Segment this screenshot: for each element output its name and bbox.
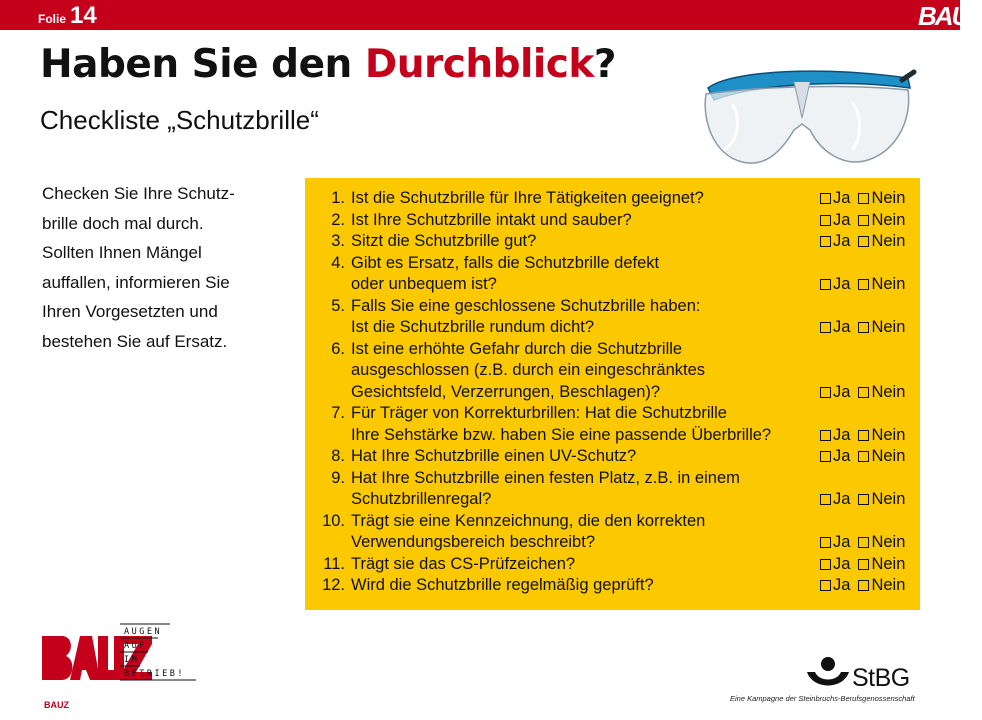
yes-label: Ja <box>833 232 851 250</box>
yes-label: Ja <box>833 533 851 551</box>
stbg-logo-text: StBG <box>852 664 910 692</box>
slide-number-value: 14 <box>70 2 97 29</box>
checkbox-no[interactable] <box>858 236 869 247</box>
checklist-item-text: Für Träger von Korrekturbrillen: Hat die Schutzbrille <box>351 404 727 422</box>
checklist-item-number: 2. <box>331 210 345 229</box>
checkbox-no[interactable] <box>858 193 869 204</box>
slide-label: Folie <box>38 12 67 26</box>
yes-label: Ja <box>833 425 851 444</box>
checklist-item-text: Verwendungsbereich beschreibt? <box>351 533 595 551</box>
yes-label: Ja <box>833 447 851 465</box>
checkbox-yes[interactable] <box>820 215 831 226</box>
checklist-item-text: oder unbequem ist? <box>351 275 497 293</box>
no-label: Nein <box>871 189 906 207</box>
checklist-options <box>820 317 905 338</box>
intro-line: bestehen Sie auf Ersatz. <box>42 331 228 351</box>
title-part2: ? <box>593 42 616 87</box>
checklist-item-text: Schutzbrillenregal? <box>351 490 492 508</box>
stbg-emblem-icon <box>805 656 851 696</box>
checkbox-no[interactable] <box>858 559 869 570</box>
no-label: Nein <box>871 232 906 250</box>
checkbox-no[interactable] <box>858 387 869 398</box>
no-label: Nein <box>871 382 906 401</box>
yes-label: Ja <box>833 275 851 293</box>
checkbox-yes[interactable] <box>820 387 831 398</box>
checklist-item-text: Trägt sie eine Kennzeichnung, die den korrekten <box>351 511 706 530</box>
page-subtitle: Checkliste „Schutzbrille“ <box>40 105 319 135</box>
intro-line: Ihren Vorgesetzten und <box>42 302 218 321</box>
checklist-item-number: 11. <box>323 554 345 573</box>
checklist-item-text: Sitzt die Schutzbrille gut? <box>351 232 537 250</box>
no-label: Nein <box>871 425 906 444</box>
checklist-item-number: 3. <box>331 232 345 250</box>
no-label: Nein <box>871 576 906 594</box>
no-label: Nein <box>871 210 906 229</box>
yes-label: Ja <box>833 318 851 336</box>
intro-line: auffallen, informieren Sie <box>42 272 230 292</box>
yes-label: Ja <box>833 382 851 401</box>
checklist-item-number: 8. <box>331 447 345 465</box>
safety-glasses-image <box>702 58 916 178</box>
bauz-logo-text: BAUZ <box>44 700 69 710</box>
campaign-text: Eine Kampagne der Steinbruchs-Berufsgenossenschaft <box>730 694 915 703</box>
header-bar <box>0 0 982 31</box>
checkbox-yes[interactable] <box>820 430 831 441</box>
checkbox-no[interactable] <box>858 215 869 226</box>
yes-label: Ja <box>833 210 851 229</box>
checkbox-no[interactable] <box>858 279 869 290</box>
yes-label: Ja <box>833 189 851 207</box>
checkbox-yes[interactable] <box>820 193 831 204</box>
no-label: Nein <box>871 554 906 573</box>
checklist-item-text: Wird die Schutzbrille regelmäßig geprüft? <box>351 576 654 594</box>
yes-label: Ja <box>833 490 851 508</box>
checklist-item-number: 4. <box>331 253 345 272</box>
checkbox-no[interactable] <box>858 322 869 333</box>
checkbox-no[interactable] <box>858 451 869 462</box>
bauz-logo <box>40 622 200 712</box>
checkbox-no[interactable] <box>858 430 869 441</box>
checklist-item-text: Trägt sie das CS-Prüfzeichen? <box>351 554 576 573</box>
checklist-box <box>305 178 920 610</box>
checklist-item-number: 9. <box>331 468 345 487</box>
checkbox-yes[interactable] <box>820 559 831 570</box>
checkbox-no[interactable] <box>858 537 869 548</box>
checklist-item-number: 5. <box>331 296 345 315</box>
no-label: Nein <box>871 447 906 465</box>
checklist-options <box>820 575 905 596</box>
checkbox-yes[interactable] <box>820 451 831 462</box>
checklist-item-text: Ihre Sehstärke bzw. haben Sie eine passende Überbrille? <box>351 425 772 444</box>
checklist-options <box>820 274 905 295</box>
checklist-options <box>820 382 905 403</box>
checklist-options <box>820 554 905 575</box>
checklist-options <box>820 489 905 510</box>
checklist-item-number: 10. <box>322 511 345 530</box>
checkbox-yes[interactable] <box>820 236 831 247</box>
checklist-item-text: Hat Ihre Schutzbrille einen UV-Schutz? <box>351 447 637 465</box>
slogan-line: AUGEN <box>124 627 163 637</box>
checklist-item-text: Ist Ihre Schutzbrille intakt und sauber? <box>351 210 632 229</box>
checklist-item-number: 6. <box>331 339 345 358</box>
checklist-item-text: Gesichtsfeld, Verzerrungen, Beschlagen)? <box>351 382 661 401</box>
checklist-item-number: 1. <box>331 189 345 207</box>
slide-number <box>38 2 97 30</box>
no-label: Nein <box>871 533 906 551</box>
intro-line: Checken Sie Ihre Schutz- <box>42 184 235 203</box>
yes-label: Ja <box>833 576 851 594</box>
slogan-line: IM <box>124 655 140 665</box>
checklist-options <box>820 188 905 209</box>
checkbox-yes[interactable] <box>820 580 831 591</box>
no-label: Nein <box>871 490 906 508</box>
intro-line: brille doch mal durch. <box>42 213 204 233</box>
intro-line: Sollten Ihnen Mängel <box>42 243 202 262</box>
checklist-item-text: Falls Sie eine geschlossene Schutzbrille haben: <box>351 296 701 315</box>
slogan-line: BETRIEB! <box>124 669 185 679</box>
checklist-options <box>820 425 905 446</box>
checklist-item-text: ausgeschlossen (z.B. durch ein eingeschränktes <box>351 361 706 379</box>
no-label: Nein <box>871 318 906 336</box>
title-highlight: Durchblick <box>364 42 594 87</box>
checkbox-yes[interactable] <box>820 322 831 333</box>
checklist-item-text: Ist die Schutzbrille für Ihre Tätigkeiten geeignet? <box>351 189 704 207</box>
checkbox-no[interactable] <box>858 580 869 591</box>
checklist-item-number: 12. <box>322 576 345 594</box>
bauz-logo-small: BAUZ <box>918 1 982 31</box>
checklist-item-text: Hat Ihre Schutzbrille einen festen Platz, z.B. in einem <box>351 468 740 487</box>
checklist-options <box>820 446 905 467</box>
checkbox-no[interactable] <box>858 494 869 505</box>
checklist-item-text: Gibt es Ersatz, falls die Schutzbrille defekt <box>351 253 660 272</box>
checklist-options <box>820 210 905 231</box>
checklist-options <box>820 231 905 252</box>
intro-text <box>42 179 302 356</box>
yes-label: Ja <box>833 554 851 573</box>
page-title <box>40 42 616 87</box>
checklist-options <box>820 532 905 553</box>
checkbox-yes[interactable] <box>820 537 831 548</box>
title-part1: Haben Sie den <box>40 42 365 87</box>
checklist-item-text: Ist die Schutzbrille rundum dicht? <box>351 318 595 336</box>
checkbox-yes[interactable] <box>820 279 831 290</box>
checklist-item-text: Ist eine erhöhte Gefahr durch die Schutzbrille <box>351 339 683 358</box>
no-label: Nein <box>871 275 906 293</box>
checkbox-yes[interactable] <box>820 494 831 505</box>
checklist-item-number: 7. <box>331 404 345 422</box>
slogan-line: AUF <box>124 641 147 651</box>
